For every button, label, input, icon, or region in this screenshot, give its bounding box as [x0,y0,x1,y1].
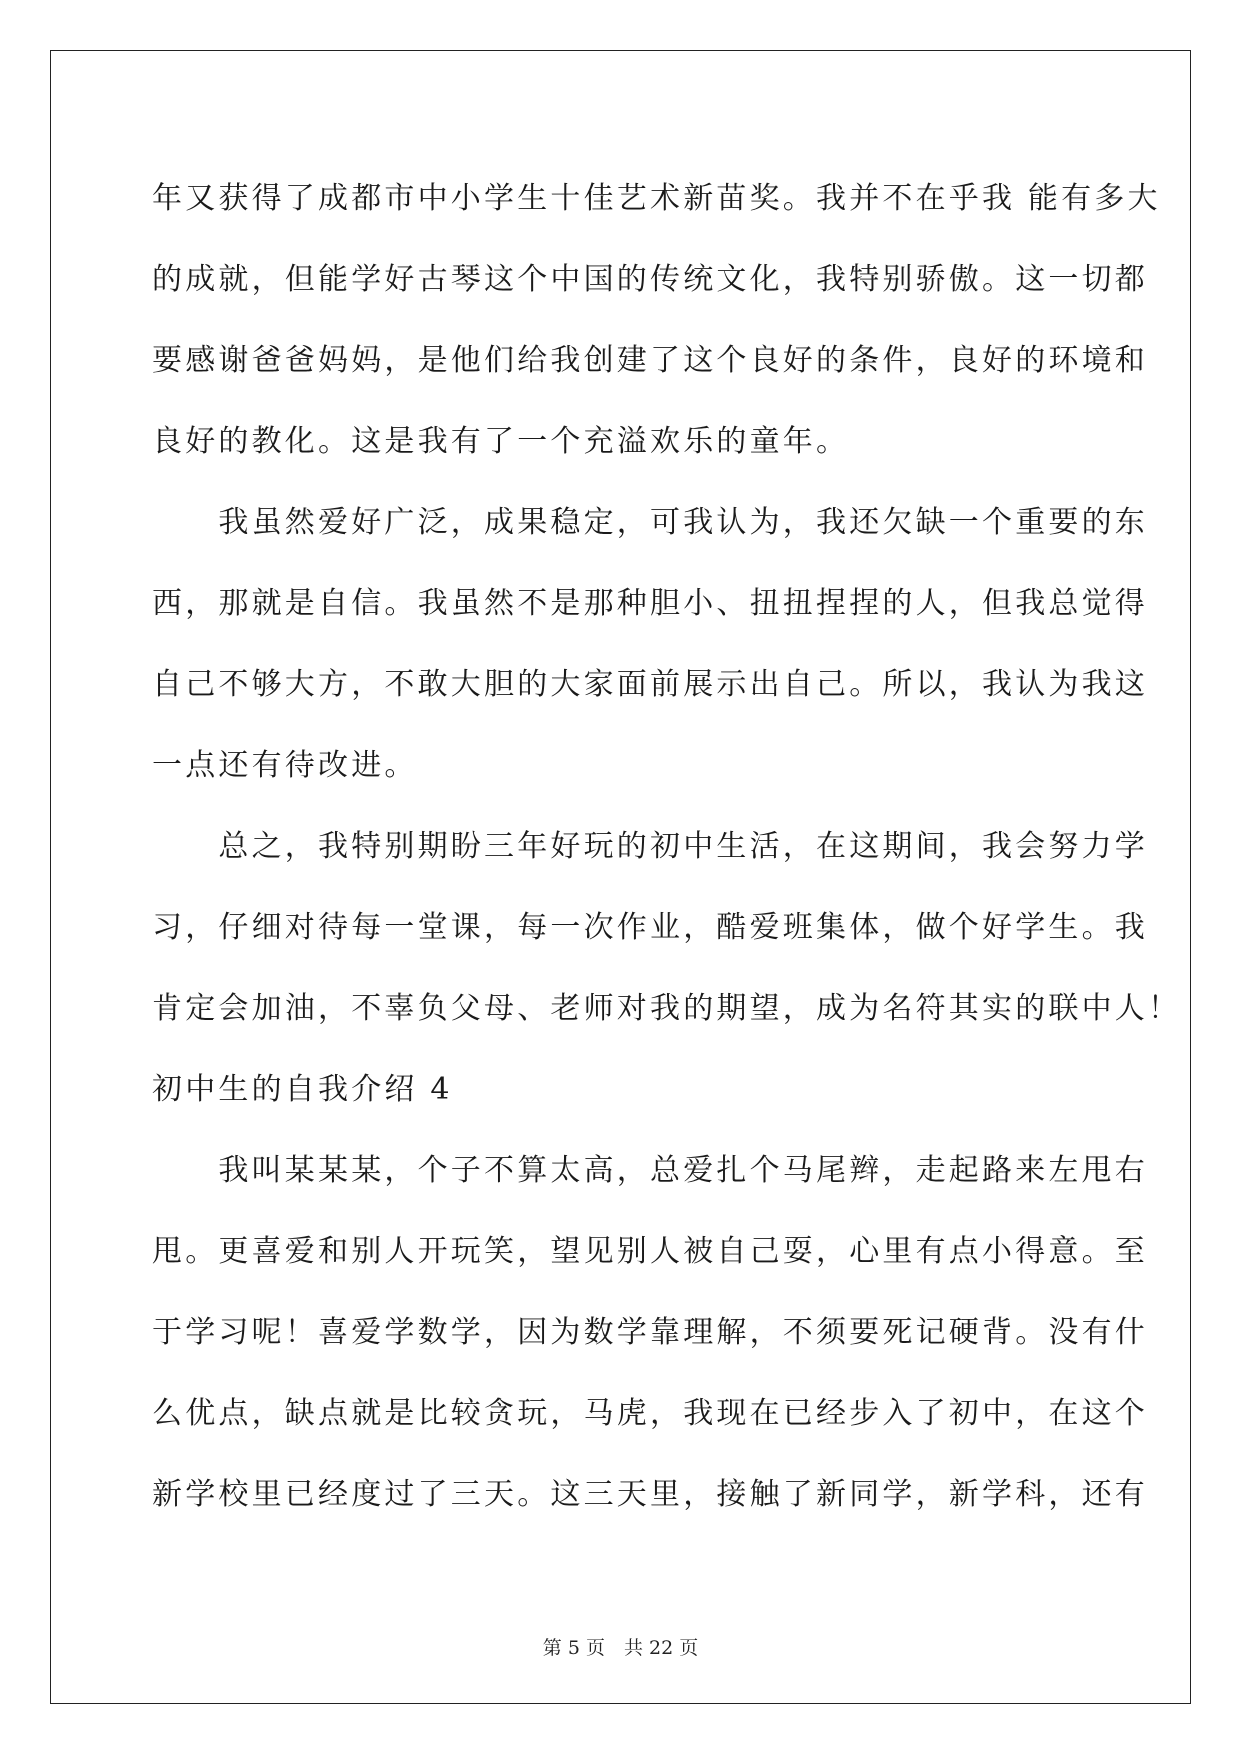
section-heading: 初中生的自我介绍 4 [152,1072,453,1107]
text-line: 我叫某某某，个子不算太高，总爱扎个马尾辫，走起路来左甩右 [152,1153,1148,1188]
text-line: 总之，我特别期盼三年好玩的初中生活，在这期间，我会努力学 [152,829,1148,864]
text-line: 西，那就是自信。我虽然不是那种胆小、扭扭捏捏的人，但我总觉得 [152,586,1148,621]
text-line: 新学校里已经度过了三天。这三天里，接触了新同学，新学科，还有 [152,1477,1148,1512]
text-line: 一点还有待改进。 [152,748,418,783]
text-line: 我虽然爱好广泛，成果稳定，可我认为，我还欠缺一个重要的东 [152,505,1148,540]
text-line: 自己不够大方，不敢大胆的大家面前展示出自己。所以，我认为我这 [152,667,1148,702]
document-body [152,158,1182,1535]
text-line: 年又获得了成都市中小学生十佳艺术新苗奖。我并不在乎我 能有多大 [152,181,1161,216]
text-line: 么优点，缺点就是比较贪玩，马虎，我现在已经步入了初中，在这个 [152,1396,1148,1431]
text-line: 要感谢爸爸妈妈，是他们给我创建了这个良好的条件，良好的环境和 [152,343,1148,378]
text-line: 良好的教化。这是我有了一个充溢欢乐的童年。 [152,424,850,459]
page-number-footer: 第 5 页 共 22 页 [542,1637,699,1659]
text-line: 甩。更喜爱和别人开玩笑，望见别人被自己耍，心里有点小得意。至 [152,1234,1148,1269]
text-line: 的成就，但能学好古琴这个中国的传统文化，我特别骄傲。这一切都 [152,262,1148,297]
text-line: 肯定会加油，不辜负父母、老师对我的期望，成为名符其实的联中人！ [152,991,1182,1026]
text-line: 于学习呢！喜爱学数学，因为数学靠理解，不须要死记硬背。没有什 [152,1315,1148,1350]
text-line: 习，仔细对待每一堂课，每一次作业，酷爱班集体，做个好学生。我 [152,910,1148,945]
